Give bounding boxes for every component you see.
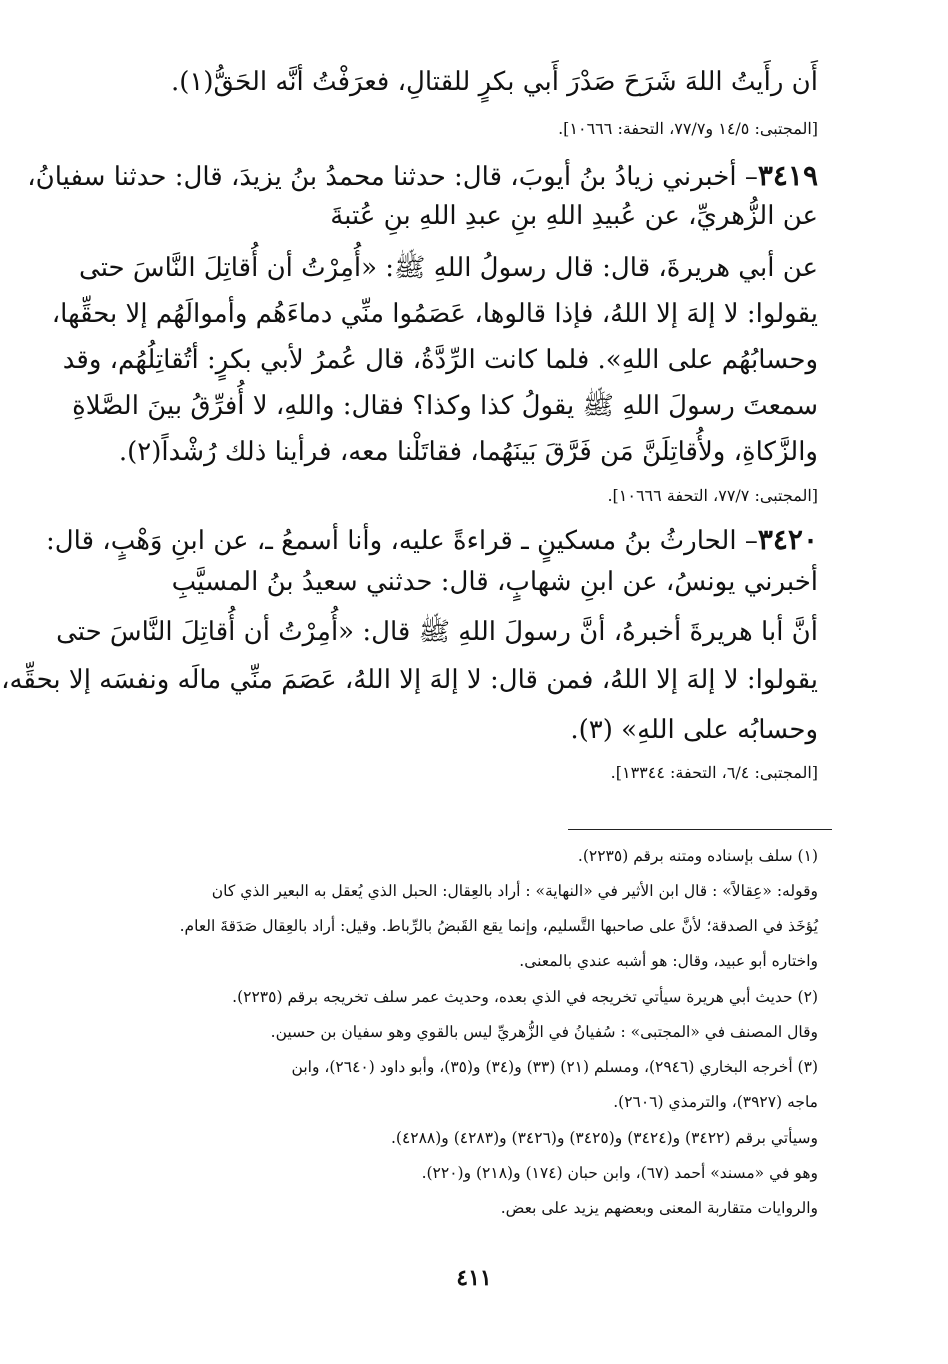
text-line: وحسابُهُم على اللهِ». فلما كانت الرِّدَّةُ، قال عُمرُ لأبي بكرٍ: أتُقاتِلُهُم، وقد xyxy=(62,345,818,375)
text-line: عن الزُّهريِّ، عن عُبيدِ اللهِ بنِ عبدِ اللهِ بنِ عُتبةَ xyxy=(330,201,818,231)
hadith-isnad-text: الحارثُ بنُ مسكينٍ ـ قراءةً عليه، وأنا أسمعُ ـ، عن ابنِ وَهْبٍ، قال: xyxy=(46,526,737,556)
footnote-line: وقال المصنف في «المجتبى» : سُفيانُ في الزُّهريِّ ليس بالقوي وهو سفيان بن حسين. xyxy=(270,1023,818,1041)
text-line: وحسابُه على اللهِ» (٣). xyxy=(570,715,818,745)
text-line: أَن رأَيتُ اللهَ شَرَحَ صَدْرَ أَبي بكرٍ للقتالِ، فعرَفْتُ أنَّه الحَقُّ(١). xyxy=(170,67,818,97)
hadith-dash: – xyxy=(736,526,758,556)
page-number: ٤١١ xyxy=(456,1265,492,1291)
text-line: يقولوا: لا إلهَ إلا اللهُ، فإذا قالوها، عَصَمُوا منِّي دماءَهُم وأموالَهُم إلا بحقِّها، xyxy=(51,299,818,329)
footnote-line: والروايات متقاربة المعنى وبعضهم يزيد على بعض. xyxy=(500,1199,818,1217)
footnote-line: واختاره أبو عبيد، وقال: هو أشبه عندي بالمعنى. xyxy=(519,952,818,970)
footnote-line: وسيأتي برقم (٣٤٢٢) و(٣٤٢٤) و(٣٤٢٥) و(٣٤٢٦) و(٤٢٨٣) و(٤٢٨٨). xyxy=(390,1129,818,1147)
hadith-header-line xyxy=(27,156,818,197)
hadith-number: ٣٤٢٠ xyxy=(757,523,818,556)
footnote-line: يُؤخَذ في الصدقة؛ لأنَّ على صاحبها التَّسليم، وإنما يقع القَبضُ بالرِّباط. وقيل: أراد بالعِقال صَدَقةَ العام. xyxy=(179,917,818,935)
text-line: والزَّكاةِ، ولأُقاتِلَنَّ مَن فَرَّقَ بَينَهُما، فقاتَلْنا معه، فرأينا ذلك رُشْداً(٢). xyxy=(118,437,818,467)
text-line: أخبرني يونسُ، عن ابنِ شهابٍ، قال: حدثني سعيدُ بنُ المسيَّبِ xyxy=(171,567,818,597)
footnote-line: ماجه (٣٩٢٧)، والترمذي (٢٦٠٦). xyxy=(613,1093,818,1111)
text-line: سمعتَ رسولَ اللهِ ﷺ يقولُ كذا وكذا؟ فقال: واللهِ، لا أُفرِّقُ بينَ الصَّلاةِ xyxy=(72,391,818,421)
footnote-separator xyxy=(568,829,832,830)
text-line: أنَّ أبا هريرةَ أخبرهُ، أنَّ رسولَ اللهِ ﷺ قال: «أُمِرْتُ أن أُقاتِلَ النَّاسَ حتى xyxy=(56,617,818,647)
hadith-dash: – xyxy=(736,162,758,192)
reference-line: [المجتبى: ٧٧/٧، التحفة ١٠٦٦٦]. xyxy=(607,486,818,505)
footnote-line: وهو في «مسند» أحمد (٦٧)، وابن حبان (١٧٤) و(٢١٨) و(٢٢٠). xyxy=(421,1164,818,1182)
footnote-line: (١) سلف بإسناده ومتنه برقم (٢٢٣٥). xyxy=(577,847,818,865)
hadith-number: ٣٤١٩ xyxy=(757,159,818,192)
reference-line: [المجتبى: ١٤/٥ و٧٧/٧، التحفة: ١٠٦٦٦]. xyxy=(558,119,818,138)
footnote-line: (٣) أخرجه البخاري (٢٩٤٦)، ومسلم (٢١) (٣٣) و(٣٤) و(٣٥)، وأبو داود (٢٦٤٠)، وابن xyxy=(291,1058,818,1076)
footnote-line: وقوله: «عِقالاً» : قال ابن الأثير في «النهاية» : أراد بالعِقال: الحبل الذي يُعقل به البعير الذي كان xyxy=(211,882,818,900)
hadith-header-line xyxy=(46,520,818,561)
text-line: عن أبي هريرةَ، قال: قال رسولُ اللهِ ﷺ: «أُمِرْتُ أن أُقاتِلَ النَّاسَ حتى xyxy=(79,253,818,283)
footnote-line: (٢) حديث أبي هريرة سيأتي تخريجه في الذي بعده، وحديث عمر سلف تخريجه برقم (٢٢٣٥). xyxy=(232,988,818,1006)
reference-line: [المجتبى: ٦/٤، التحفة: ١٣٣٤٤]. xyxy=(610,763,818,782)
text-line: يقولوا: لا إلهَ إلا اللهُ، فمن قال: لا إلهَ إلا اللهُ، عَصَمَ منِّي مالَه ونفسَه إلا بحقِّه، xyxy=(1,665,818,695)
hadith-isnad-text: أخبرني زيادُ بنُ أيوبَ، قال: حدثنا محمدُ بنُ يزيدَ، قال: حدثنا سفيانُ، xyxy=(27,162,737,192)
